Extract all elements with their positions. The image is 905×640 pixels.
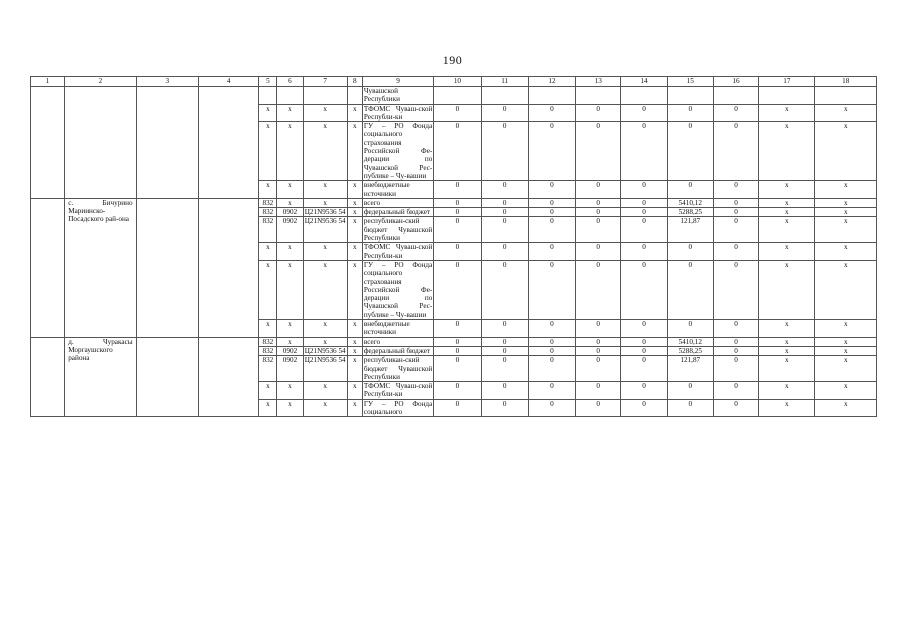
cell-val-13: 0 bbox=[576, 104, 621, 122]
cell-val-12: 0 bbox=[528, 337, 575, 346]
column-header: 5 bbox=[259, 77, 277, 87]
cell-val-12: 0 bbox=[528, 198, 575, 207]
cell-val-18: x bbox=[815, 260, 877, 319]
table-row bbox=[31, 198, 877, 207]
cell-val-13: 0 bbox=[576, 382, 621, 400]
cell-funding-source: ТФОМС Чуваш-ской Республи-ки bbox=[363, 243, 433, 260]
column-header: 12 bbox=[528, 77, 575, 87]
column-header: 4 bbox=[198, 77, 258, 87]
cell-val-11: 0 bbox=[481, 382, 528, 400]
cell-val-18: x bbox=[815, 198, 877, 207]
cell-val-11 bbox=[481, 87, 528, 105]
cell-val-15: 0 bbox=[667, 104, 713, 122]
cell-val-15: 121,87 bbox=[667, 356, 713, 382]
cell-val-15: 0 bbox=[667, 122, 713, 181]
budget-table bbox=[30, 76, 877, 417]
cell-val-14: 0 bbox=[621, 346, 667, 355]
cell-val-14: 0 bbox=[621, 399, 667, 417]
cell-val-16: 0 bbox=[713, 399, 758, 417]
column-header: 3 bbox=[136, 77, 198, 87]
cell-target-code: Ц21N9536 54 bbox=[303, 217, 347, 243]
table-row bbox=[31, 87, 877, 105]
cell-funding-source: федеральный бюджет bbox=[362, 208, 433, 217]
cell-val-12 bbox=[528, 87, 575, 105]
cell-section-code: 0902 bbox=[277, 356, 303, 382]
cell-expense-type: x bbox=[347, 337, 362, 346]
cell-val-12: 0 bbox=[528, 208, 575, 217]
column-header: 17 bbox=[759, 77, 815, 87]
cell-col-4 bbox=[198, 198, 258, 337]
cell-val-11: 0 bbox=[481, 337, 528, 346]
cell-target-code: x bbox=[303, 320, 347, 338]
cell-val-18: x bbox=[815, 243, 877, 261]
cell-admin-code: 832 bbox=[259, 356, 277, 382]
cell-val-10: 0 bbox=[434, 260, 481, 319]
column-header: 1 bbox=[31, 77, 65, 87]
cell-val-15: 5410,12 bbox=[667, 337, 713, 346]
column-header: 8 bbox=[347, 77, 362, 87]
column-header: 2 bbox=[65, 77, 136, 87]
column-header: 7 bbox=[303, 77, 347, 87]
cell-val-18: x bbox=[815, 337, 877, 346]
cell-section-code: x bbox=[277, 320, 303, 338]
cell-val-18: x bbox=[815, 346, 877, 355]
cell-admin-code: x bbox=[259, 122, 277, 181]
cell-val-15: 0 bbox=[667, 399, 713, 417]
cell-val-15: 0 bbox=[667, 181, 713, 199]
cell-val-16: 0 bbox=[713, 320, 758, 338]
cell-val-18: x bbox=[815, 399, 877, 417]
cell-admin-code: 832 bbox=[259, 208, 277, 217]
cell-section-code: x bbox=[277, 198, 303, 207]
cell-funding-source: Чувашской Республики bbox=[362, 87, 433, 105]
cell-val-16: 0 bbox=[713, 260, 758, 319]
cell-val-16 bbox=[713, 87, 758, 105]
cell-expense-type: x bbox=[347, 181, 362, 199]
cell-val-16: 0 bbox=[713, 198, 758, 207]
cell-funding-source: республикан-ский бюджет Чувашской Республики bbox=[363, 217, 433, 243]
cell-val-10: 0 bbox=[434, 198, 481, 207]
cell-target-code: x bbox=[303, 104, 347, 122]
cell-section-code: x bbox=[277, 260, 303, 319]
cell-val-15: 0 bbox=[667, 243, 713, 261]
cell-val-10: 0 bbox=[434, 217, 481, 243]
cell-section-code: x bbox=[277, 243, 303, 261]
cell-section-code: 0902 bbox=[277, 208, 303, 217]
column-header: 6 bbox=[277, 77, 303, 87]
cell-admin-code: 832 bbox=[259, 337, 277, 346]
column-header: 9 bbox=[362, 77, 433, 87]
cell-val-17: x bbox=[759, 198, 815, 207]
cell-val-11: 0 bbox=[481, 260, 528, 319]
cell-val-10: 0 bbox=[434, 346, 481, 355]
cell-val-13: 0 bbox=[576, 198, 621, 207]
cell-val-11: 0 bbox=[481, 198, 528, 207]
cell-val-15: 5288,25 bbox=[667, 208, 713, 217]
cell-val-10: 0 bbox=[434, 320, 481, 338]
cell-expense-type: x bbox=[347, 356, 362, 382]
cell-col-3 bbox=[136, 337, 198, 417]
cell-expense-type bbox=[347, 87, 362, 105]
cell-val-17: x bbox=[759, 122, 815, 181]
cell-val-10: 0 bbox=[434, 356, 481, 382]
cell-val-14: 0 bbox=[621, 198, 667, 207]
cell-row-number bbox=[31, 198, 65, 337]
cell-section-code: 0902 bbox=[277, 346, 303, 355]
cell-col-4 bbox=[198, 337, 258, 417]
cell-val-12: 0 bbox=[528, 122, 575, 181]
cell-val-17: x bbox=[759, 346, 815, 355]
cell-section-code: x bbox=[277, 337, 303, 346]
cell-funding-source: внебюджетные источники bbox=[362, 181, 433, 199]
cell-val-18: x bbox=[815, 208, 877, 217]
cell-val-13 bbox=[576, 87, 621, 105]
cell-val-18: x bbox=[815, 181, 877, 199]
cell-val-14: 0 bbox=[621, 382, 667, 400]
cell-val-14: 0 bbox=[621, 320, 667, 338]
cell-val-16: 0 bbox=[713, 346, 758, 355]
cell-val-10: 0 bbox=[434, 104, 481, 122]
column-header: 16 bbox=[713, 77, 758, 87]
cell-val-17: x bbox=[759, 320, 815, 338]
cell-val-18: x bbox=[815, 217, 877, 243]
cell-settlement-name: д. Чуракасы Моргаушского района bbox=[65, 337, 136, 417]
column-header: 18 bbox=[815, 77, 877, 87]
cell-section-code bbox=[277, 87, 303, 105]
cell-val-15 bbox=[667, 87, 713, 105]
cell-expense-type: x bbox=[347, 346, 362, 355]
cell-val-13: 0 bbox=[576, 122, 621, 181]
cell-val-18: x bbox=[815, 356, 877, 382]
cell-val-17: x bbox=[759, 399, 815, 417]
cell-section-code: x bbox=[277, 122, 303, 181]
cell-funding-source: ГУ – РО Фонда социального страхования Российской Фе-дерации по Чувашской Рес-публике – Чу-вашии bbox=[363, 122, 433, 180]
cell-val-13: 0 bbox=[576, 243, 621, 261]
cell-val-16: 0 bbox=[713, 243, 758, 261]
cell-val-14: 0 bbox=[621, 243, 667, 261]
cell-val-11: 0 bbox=[481, 399, 528, 417]
cell-admin-code: 832 bbox=[259, 346, 277, 355]
cell-val-10 bbox=[434, 87, 481, 105]
cell-target-code: Ц21N9536 54 bbox=[303, 356, 347, 382]
cell-val-17: x bbox=[759, 104, 815, 122]
cell-val-16: 0 bbox=[713, 122, 758, 181]
cell-val-14: 0 bbox=[621, 337, 667, 346]
cell-funding-source: федеральный бюджет bbox=[362, 346, 433, 355]
cell-expense-type: x bbox=[347, 320, 362, 338]
cell-val-18: x bbox=[815, 122, 877, 181]
cell-val-11: 0 bbox=[481, 208, 528, 217]
column-header: 13 bbox=[576, 77, 621, 87]
cell-val-18: x bbox=[815, 320, 877, 338]
cell-section-code: x bbox=[277, 181, 303, 199]
cell-section-code: x bbox=[277, 399, 303, 417]
cell-val-11: 0 bbox=[481, 356, 528, 382]
cell-val-17: x bbox=[759, 181, 815, 199]
cell-val-10: 0 bbox=[434, 382, 481, 400]
cell-val-15: 0 bbox=[667, 320, 713, 338]
cell-val-10: 0 bbox=[434, 399, 481, 417]
cell-val-11: 0 bbox=[481, 122, 528, 181]
cell-row-number bbox=[31, 87, 65, 199]
cell-admin-code: x bbox=[259, 382, 277, 400]
cell-target-code: x bbox=[303, 399, 347, 417]
cell-val-16: 0 bbox=[713, 217, 758, 243]
cell-admin-code: x bbox=[259, 243, 277, 261]
cell-val-17: x bbox=[759, 217, 815, 243]
cell-funding-source: ГУ – РО Фонда социального страхования Российской Фе-дерации по Чувашской Рес-публике – Чу-вашии bbox=[363, 260, 433, 319]
table-row bbox=[31, 337, 877, 346]
cell-funding-source: ТФОМС Чуваш-ской Республи-ки bbox=[363, 104, 433, 121]
cell-target-code: x bbox=[303, 122, 347, 181]
cell-val-16: 0 bbox=[713, 208, 758, 217]
cell-target-code: x bbox=[303, 382, 347, 400]
cell-val-13: 0 bbox=[576, 320, 621, 338]
cell-val-14: 0 bbox=[621, 356, 667, 382]
cell-val-11: 0 bbox=[481, 346, 528, 355]
header-row bbox=[31, 77, 877, 87]
cell-val-11: 0 bbox=[481, 181, 528, 199]
cell-section-code: 0902 bbox=[277, 217, 303, 243]
cell-expense-type: x bbox=[347, 260, 362, 319]
cell-val-17: x bbox=[759, 382, 815, 400]
cell-admin-code bbox=[259, 87, 277, 105]
cell-val-17: x bbox=[759, 260, 815, 319]
cell-val-13: 0 bbox=[576, 356, 621, 382]
cell-val-13: 0 bbox=[576, 337, 621, 346]
cell-val-15: 121,87 bbox=[667, 217, 713, 243]
cell-val-11: 0 bbox=[481, 320, 528, 338]
cell-val-14 bbox=[621, 87, 667, 105]
cell-val-17: x bbox=[759, 208, 815, 217]
cell-val-12: 0 bbox=[528, 356, 575, 382]
cell-settlement-name bbox=[65, 87, 136, 199]
cell-val-12: 0 bbox=[528, 320, 575, 338]
cell-expense-type: x bbox=[347, 104, 362, 122]
cell-val-14: 0 bbox=[621, 260, 667, 319]
cell-val-12: 0 bbox=[528, 217, 575, 243]
cell-val-15: 5410,12 bbox=[667, 198, 713, 207]
cell-expense-type: x bbox=[347, 208, 362, 217]
cell-val-14: 0 bbox=[621, 122, 667, 181]
cell-funding-source: внебюджетные источники bbox=[362, 320, 433, 338]
cell-target-code: x bbox=[303, 243, 347, 261]
cell-funding-source: всего bbox=[362, 337, 433, 346]
cell-val-13: 0 bbox=[576, 217, 621, 243]
cell-val-14: 0 bbox=[621, 208, 667, 217]
cell-val-12: 0 bbox=[528, 260, 575, 319]
column-header: 11 bbox=[481, 77, 528, 87]
cell-admin-code: x bbox=[259, 181, 277, 199]
cell-val-16: 0 bbox=[713, 104, 758, 122]
cell-val-12: 0 bbox=[528, 346, 575, 355]
cell-val-15: 0 bbox=[667, 382, 713, 400]
cell-val-16: 0 bbox=[713, 356, 758, 382]
cell-funding-source: ГУ – РО Фонда социального bbox=[363, 399, 433, 416]
cell-val-18 bbox=[815, 87, 877, 105]
cell-val-17 bbox=[759, 87, 815, 105]
cell-funding-source: республикан-ский бюджет Чувашской Республики bbox=[363, 356, 433, 381]
cell-admin-code: x bbox=[259, 320, 277, 338]
cell-target-code: x bbox=[303, 260, 347, 319]
cell-admin-code: x bbox=[259, 260, 277, 319]
cell-section-code: x bbox=[277, 382, 303, 400]
cell-admin-code: 832 bbox=[259, 198, 277, 207]
cell-val-11: 0 bbox=[481, 104, 528, 122]
cell-val-13: 0 bbox=[576, 399, 621, 417]
cell-val-14: 0 bbox=[621, 217, 667, 243]
cell-val-12: 0 bbox=[528, 399, 575, 417]
cell-val-12: 0 bbox=[528, 104, 575, 122]
cell-val-18: x bbox=[815, 382, 877, 400]
cell-expense-type: x bbox=[347, 243, 362, 261]
cell-admin-code: 832 bbox=[259, 217, 277, 243]
page-number: 190 bbox=[442, 53, 463, 67]
cell-val-14: 0 bbox=[621, 181, 667, 199]
cell-expense-type: x bbox=[347, 382, 362, 400]
cell-val-17: x bbox=[759, 356, 815, 382]
cell-row-number bbox=[31, 337, 65, 417]
cell-admin-code: x bbox=[259, 399, 277, 417]
cell-expense-type: x bbox=[347, 217, 362, 243]
cell-val-10: 0 bbox=[434, 243, 481, 261]
cell-val-17: x bbox=[759, 337, 815, 346]
cell-expense-type: x bbox=[347, 399, 362, 417]
cell-target-code: Ц21N9536 54 bbox=[304, 346, 346, 355]
cell-col-3 bbox=[136, 198, 198, 337]
cell-expense-type: x bbox=[347, 198, 362, 207]
cell-col-3 bbox=[136, 87, 198, 199]
cell-val-16: 0 bbox=[713, 337, 758, 346]
cell-admin-code: x bbox=[259, 104, 277, 122]
cell-section-code: x bbox=[277, 104, 303, 122]
cell-val-16: 0 bbox=[713, 382, 758, 400]
cell-val-13: 0 bbox=[576, 208, 621, 217]
column-header: 15 bbox=[667, 77, 713, 87]
cell-val-11: 0 bbox=[481, 217, 528, 243]
cell-target-code: x bbox=[303, 181, 347, 199]
cell-val-16: 0 bbox=[713, 181, 758, 199]
cell-val-11: 0 bbox=[481, 243, 528, 261]
cell-target-code: Ц21N9536 54 bbox=[304, 208, 346, 217]
column-header: 10 bbox=[434, 77, 481, 87]
cell-val-15: 0 bbox=[667, 260, 713, 319]
cell-val-14: 0 bbox=[621, 104, 667, 122]
cell-val-13: 0 bbox=[576, 260, 621, 319]
cell-val-12: 0 bbox=[528, 243, 575, 261]
cell-val-13: 0 bbox=[576, 181, 621, 199]
cell-val-10: 0 bbox=[434, 337, 481, 346]
cell-val-12: 0 bbox=[528, 382, 575, 400]
cell-funding-source: ТФОМС Чуваш-ской Республи-ки bbox=[363, 382, 433, 399]
cell-funding-source: всего bbox=[362, 198, 433, 207]
cell-col-4 bbox=[198, 87, 258, 199]
cell-target-code bbox=[303, 87, 347, 105]
cell-val-17: x bbox=[759, 243, 815, 261]
cell-val-15: 5288,25 bbox=[667, 346, 713, 355]
column-header: 14 bbox=[621, 77, 667, 87]
cell-target-code: x bbox=[303, 198, 347, 207]
cell-expense-type: x bbox=[347, 122, 362, 181]
cell-val-10: 0 bbox=[434, 122, 481, 181]
cell-val-10: 0 bbox=[434, 208, 481, 217]
cell-target-code: x bbox=[303, 337, 347, 346]
cell-settlement-name: с. Бичурино Мариинско-Посадского рай-она bbox=[65, 198, 136, 337]
cell-val-13: 0 bbox=[576, 346, 621, 355]
cell-val-12: 0 bbox=[528, 181, 575, 199]
cell-val-18: x bbox=[815, 104, 877, 122]
cell-val-10: 0 bbox=[434, 181, 481, 199]
